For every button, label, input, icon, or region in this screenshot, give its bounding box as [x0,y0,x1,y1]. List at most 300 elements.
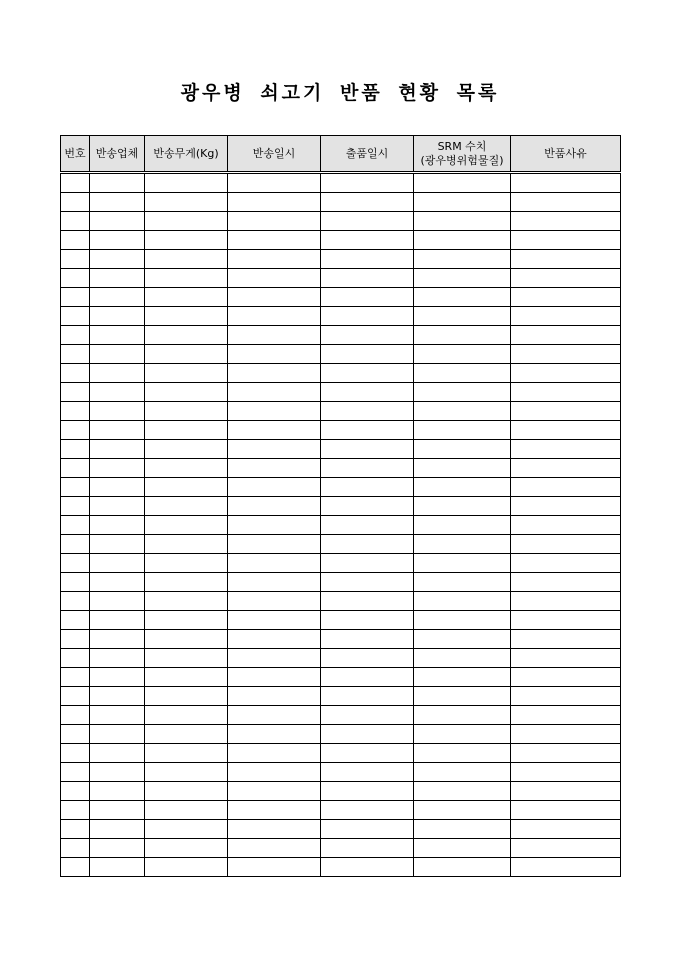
cell-srm[interactable] [414,364,511,383]
cell-weight[interactable] [145,231,228,250]
cell-reason[interactable] [511,611,621,630]
cell-ship_date[interactable] [321,535,414,554]
cell-ship_date[interactable] [321,649,414,668]
cell-vendor[interactable] [90,592,145,611]
table-row [61,801,621,820]
cell-weight[interactable] [145,535,228,554]
cell-number[interactable] [61,173,90,193]
cell-vendor[interactable] [90,630,145,649]
table-row [61,497,621,516]
cell-return_date[interactable] [228,763,321,782]
cell-number[interactable] [61,459,90,478]
cell-number[interactable] [61,744,90,763]
cell-vendor[interactable] [90,763,145,782]
table-row [61,725,621,744]
cell-ship_date[interactable] [321,193,414,212]
table-row [61,858,621,877]
table-row [61,687,621,706]
cell-ship_date[interactable] [321,839,414,858]
table-row [61,231,621,250]
cell-number[interactable] [61,497,90,516]
cell-number[interactable] [61,421,90,440]
cell-srm[interactable] [414,497,511,516]
cell-return_date[interactable] [228,668,321,687]
cell-srm[interactable] [414,858,511,877]
cell-srm[interactable] [414,535,511,554]
cell-vendor[interactable] [90,687,145,706]
table-body [61,173,621,877]
cell-return_date[interactable] [228,402,321,421]
cell-vendor[interactable] [90,706,145,725]
cell-vendor[interactable] [90,573,145,592]
cell-reason[interactable] [511,573,621,592]
cell-ship_date[interactable] [321,478,414,497]
cell-ship_date[interactable] [321,212,414,231]
cell-reason[interactable] [511,782,621,801]
cell-srm[interactable] [414,212,511,231]
cell-ship_date[interactable] [321,573,414,592]
cell-return_date[interactable] [228,440,321,459]
cell-reason[interactable] [511,668,621,687]
cell-srm[interactable] [414,630,511,649]
cell-reason[interactable] [511,649,621,668]
cell-vendor[interactable] [90,478,145,497]
cell-return_date[interactable] [228,744,321,763]
cell-srm[interactable] [414,326,511,345]
cell-reason[interactable] [511,516,621,535]
cell-weight[interactable] [145,782,228,801]
table-row [61,421,621,440]
table-row [61,839,621,858]
cell-weight[interactable] [145,193,228,212]
cell-return_date[interactable] [228,459,321,478]
cell-number[interactable] [61,326,90,345]
cell-vendor[interactable] [90,440,145,459]
cell-number[interactable] [61,516,90,535]
cell-reason[interactable] [511,478,621,497]
table-row [61,554,621,573]
cell-return_date[interactable] [228,212,321,231]
cell-vendor[interactable] [90,839,145,858]
table-row [61,820,621,839]
cell-vendor[interactable] [90,193,145,212]
cell-ship_date[interactable] [321,269,414,288]
table-row [61,516,621,535]
cell-weight[interactable] [145,364,228,383]
cell-srm[interactable] [414,668,511,687]
cell-weight[interactable] [145,173,228,193]
cell-return_date[interactable] [228,706,321,725]
cell-return_date[interactable] [228,497,321,516]
cell-weight[interactable] [145,668,228,687]
cell-ship_date[interactable] [321,706,414,725]
cell-vendor[interactable] [90,364,145,383]
cell-number[interactable] [61,820,90,839]
cell-number[interactable] [61,402,90,421]
cell-vendor[interactable] [90,383,145,402]
cell-number[interactable] [61,687,90,706]
cell-reason[interactable] [511,383,621,402]
cell-weight[interactable] [145,402,228,421]
cell-reason[interactable] [511,231,621,250]
cell-reason[interactable] [511,326,621,345]
cell-srm[interactable] [414,763,511,782]
return-list-table [60,135,621,877]
table-row [61,288,621,307]
cell-weight[interactable] [145,801,228,820]
cell-number[interactable] [61,611,90,630]
cell-return_date[interactable] [228,269,321,288]
cell-return_date[interactable] [228,839,321,858]
cell-weight[interactable] [145,744,228,763]
header-weight: 반송무게(Kg) [145,136,228,173]
cell-weight[interactable] [145,858,228,877]
cell-weight[interactable] [145,573,228,592]
cell-vendor[interactable] [90,288,145,307]
cell-ship_date[interactable] [321,725,414,744]
cell-reason[interactable] [511,535,621,554]
header-return-date: 반송일시 [228,136,321,173]
cell-reason[interactable] [511,307,621,326]
cell-reason[interactable] [511,839,621,858]
cell-vendor[interactable] [90,649,145,668]
cell-number[interactable] [61,364,90,383]
table-row [61,212,621,231]
cell-return_date[interactable] [228,326,321,345]
cell-ship_date[interactable] [321,820,414,839]
cell-srm[interactable] [414,516,511,535]
cell-number[interactable] [61,554,90,573]
cell-return_date[interactable] [228,516,321,535]
cell-vendor[interactable] [90,744,145,763]
cell-ship_date[interactable] [321,611,414,630]
table-row [61,630,621,649]
cell-srm[interactable] [414,611,511,630]
cell-vendor[interactable] [90,535,145,554]
cell-vendor[interactable] [90,801,145,820]
cell-vendor[interactable] [90,516,145,535]
header-srm-label: SRM 수치 [437,139,487,153]
table-row [61,383,621,402]
cell-number[interactable] [61,307,90,326]
cell-weight[interactable] [145,212,228,231]
cell-number[interactable] [61,269,90,288]
table-row [61,535,621,554]
cell-reason[interactable] [511,801,621,820]
cell-vendor[interactable] [90,554,145,573]
cell-weight[interactable] [145,269,228,288]
cell-number[interactable] [61,440,90,459]
cell-return_date[interactable] [228,364,321,383]
cell-reason[interactable] [511,687,621,706]
cell-srm[interactable] [414,383,511,402]
header-srm [414,136,511,173]
cell-weight[interactable] [145,630,228,649]
cell-number[interactable] [61,288,90,307]
cell-reason[interactable] [511,459,621,478]
cell-srm[interactable] [414,839,511,858]
cell-return_date[interactable] [228,173,321,193]
cell-srm[interactable] [414,706,511,725]
cell-reason[interactable] [511,421,621,440]
cell-ship_date[interactable] [321,250,414,269]
cell-vendor[interactable] [90,611,145,630]
cell-number[interactable] [61,839,90,858]
cell-ship_date[interactable] [321,516,414,535]
cell-weight[interactable] [145,706,228,725]
cell-ship_date[interactable] [321,288,414,307]
cell-srm[interactable] [414,744,511,763]
cell-ship_date[interactable] [321,326,414,345]
cell-reason[interactable] [511,820,621,839]
cell-weight[interactable] [145,687,228,706]
cell-ship_date[interactable] [321,440,414,459]
cell-return_date[interactable] [228,231,321,250]
cell-vendor[interactable] [90,269,145,288]
cell-weight[interactable] [145,307,228,326]
table-row [61,402,621,421]
cell-ship_date[interactable] [321,345,414,364]
cell-srm[interactable] [414,782,511,801]
cell-number[interactable] [61,478,90,497]
cell-number[interactable] [61,649,90,668]
cell-return_date[interactable] [228,820,321,839]
cell-number[interactable] [61,763,90,782]
cell-srm[interactable] [414,592,511,611]
cell-number[interactable] [61,573,90,592]
cell-srm[interactable] [414,250,511,269]
header-number: 번호 [61,136,90,173]
cell-srm[interactable] [414,687,511,706]
cell-srm[interactable] [414,421,511,440]
cell-reason[interactable] [511,630,621,649]
cell-srm[interactable] [414,231,511,250]
cell-ship_date[interactable] [321,421,414,440]
cell-srm[interactable] [414,307,511,326]
cell-srm[interactable] [414,801,511,820]
cell-weight[interactable] [145,345,228,364]
cell-vendor[interactable] [90,173,145,193]
cell-srm[interactable] [414,402,511,421]
cell-vendor[interactable] [90,212,145,231]
cell-return_date[interactable] [228,801,321,820]
table-row [61,440,621,459]
cell-return_date[interactable] [228,383,321,402]
cell-weight[interactable] [145,839,228,858]
cell-ship_date[interactable] [321,782,414,801]
cell-vendor[interactable] [90,307,145,326]
cell-weight[interactable] [145,421,228,440]
cell-srm[interactable] [414,478,511,497]
cell-reason[interactable] [511,212,621,231]
cell-vendor[interactable] [90,858,145,877]
cell-ship_date[interactable] [321,383,414,402]
table-row [61,649,621,668]
cell-reason[interactable] [511,706,621,725]
table-row [61,668,621,687]
cell-return_date[interactable] [228,307,321,326]
cell-ship_date[interactable] [321,801,414,820]
header-srm-sublabel: (광우병위험물질) [420,153,504,167]
cell-return_date[interactable] [228,535,321,554]
cell-return_date[interactable] [228,554,321,573]
cell-ship_date[interactable] [321,173,414,193]
cell-ship_date[interactable] [321,630,414,649]
cell-vendor[interactable] [90,345,145,364]
cell-number[interactable] [61,858,90,877]
cell-return_date[interactable] [228,687,321,706]
cell-return_date[interactable] [228,573,321,592]
cell-reason[interactable] [511,193,621,212]
table-row [61,345,621,364]
cell-number[interactable] [61,231,90,250]
cell-srm[interactable] [414,193,511,212]
cell-weight[interactable] [145,554,228,573]
cell-weight[interactable] [145,250,228,269]
cell-ship_date[interactable] [321,687,414,706]
cell-return_date[interactable] [228,592,321,611]
cell-reason[interactable] [511,173,621,193]
cell-vendor[interactable] [90,326,145,345]
cell-number[interactable] [61,535,90,554]
cell-vendor[interactable] [90,497,145,516]
cell-return_date[interactable] [228,250,321,269]
cell-reason[interactable] [511,725,621,744]
cell-weight[interactable] [145,763,228,782]
table-row [61,250,621,269]
cell-srm[interactable] [414,269,511,288]
table-row [61,706,621,725]
cell-reason[interactable] [511,269,621,288]
cell-return_date[interactable] [228,725,321,744]
cell-number[interactable] [61,706,90,725]
table-row [61,326,621,345]
cell-vendor[interactable] [90,725,145,744]
cell-reason[interactable] [511,288,621,307]
table-row [61,307,621,326]
cell-ship_date[interactable] [321,402,414,421]
cell-weight[interactable] [145,820,228,839]
cell-vendor[interactable] [90,459,145,478]
cell-ship_date[interactable] [321,459,414,478]
cell-srm[interactable] [414,573,511,592]
cell-return_date[interactable] [228,421,321,440]
cell-srm[interactable] [414,288,511,307]
cell-vendor[interactable] [90,668,145,687]
cell-ship_date[interactable] [321,364,414,383]
table-row [61,364,621,383]
cell-reason[interactable] [511,250,621,269]
cell-number[interactable] [61,212,90,231]
cell-srm[interactable] [414,725,511,744]
table-row [61,573,621,592]
cell-reason[interactable] [511,345,621,364]
cell-return_date[interactable] [228,782,321,801]
cell-srm[interactable] [414,440,511,459]
cell-return_date[interactable] [228,193,321,212]
cell-weight[interactable] [145,649,228,668]
cell-number[interactable] [61,193,90,212]
cell-ship_date[interactable] [321,763,414,782]
cell-ship_date[interactable] [321,668,414,687]
cell-vendor[interactable] [90,820,145,839]
cell-weight[interactable] [145,725,228,744]
cell-vendor[interactable] [90,231,145,250]
cell-weight[interactable] [145,440,228,459]
cell-weight[interactable] [145,288,228,307]
cell-number[interactable] [61,592,90,611]
cell-ship_date[interactable] [321,744,414,763]
cell-return_date[interactable] [228,288,321,307]
cell-ship_date[interactable] [321,592,414,611]
cell-ship_date[interactable] [321,497,414,516]
cell-srm[interactable] [414,459,511,478]
cell-reason[interactable] [511,592,621,611]
cell-ship_date[interactable] [321,554,414,573]
cell-vendor[interactable] [90,402,145,421]
cell-srm[interactable] [414,173,511,193]
cell-reason[interactable] [511,763,621,782]
cell-weight[interactable] [145,383,228,402]
cell-return_date[interactable] [228,630,321,649]
cell-weight[interactable] [145,459,228,478]
cell-reason[interactable] [511,554,621,573]
cell-return_date[interactable] [228,478,321,497]
cell-ship_date[interactable] [321,231,414,250]
cell-weight[interactable] [145,326,228,345]
cell-vendor[interactable] [90,421,145,440]
cell-reason[interactable] [511,402,621,421]
cell-srm[interactable] [414,554,511,573]
cell-weight[interactable] [145,611,228,630]
cell-number[interactable] [61,801,90,820]
cell-weight[interactable] [145,497,228,516]
cell-ship_date[interactable] [321,307,414,326]
cell-number[interactable] [61,630,90,649]
cell-number[interactable] [61,725,90,744]
cell-number[interactable] [61,250,90,269]
cell-srm[interactable] [414,820,511,839]
cell-weight[interactable] [145,592,228,611]
table-row [61,459,621,478]
cell-reason[interactable] [511,440,621,459]
cell-vendor[interactable] [90,782,145,801]
cell-number[interactable] [61,668,90,687]
cell-vendor[interactable] [90,250,145,269]
table-row [61,744,621,763]
cell-reason[interactable] [511,858,621,877]
header-reason: 반품사유 [511,136,621,173]
cell-number[interactable] [61,782,90,801]
cell-number[interactable] [61,383,90,402]
cell-return_date[interactable] [228,345,321,364]
cell-return_date[interactable] [228,858,321,877]
cell-return_date[interactable] [228,649,321,668]
table-row [61,782,621,801]
cell-return_date[interactable] [228,611,321,630]
cell-srm[interactable] [414,345,511,364]
table-row [61,592,621,611]
cell-reason[interactable] [511,364,621,383]
cell-number[interactable] [61,345,90,364]
cell-weight[interactable] [145,478,228,497]
cell-reason[interactable] [511,744,621,763]
table-header-row [61,136,621,173]
cell-weight[interactable] [145,516,228,535]
cell-ship_date[interactable] [321,858,414,877]
cell-srm[interactable] [414,649,511,668]
cell-reason[interactable] [511,497,621,516]
